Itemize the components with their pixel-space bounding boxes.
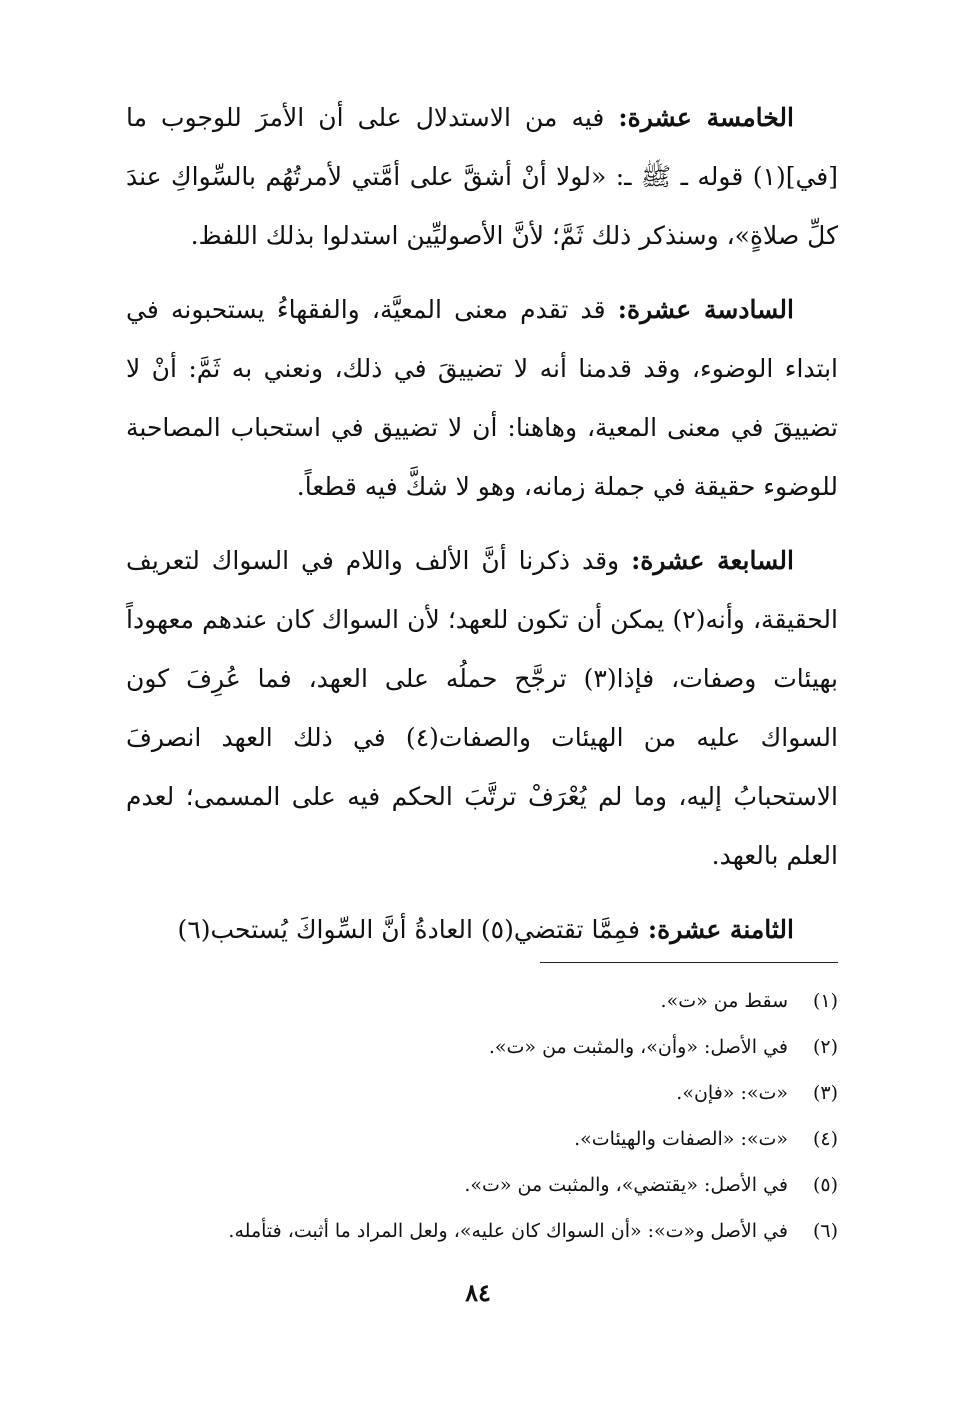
footnote-item [126,1116,838,1162]
footnote-item [126,978,838,1024]
paragraph-sixteenth [126,280,838,516]
footnote-item [126,1162,838,1208]
paragraph-body: فمِمَّا تقتضي(٥) العادةُ أنَّ السِّواكَ يُستحب(٦) [177,915,648,944]
paragraph-seventeenth [126,531,838,885]
footnote-number: (١) [812,990,838,1012]
paragraph-fifteenth [126,88,838,265]
paragraph-heading: السابعة عشرة: [631,546,794,575]
footnote-number: (٣) [812,1082,838,1104]
paragraph-heading: السادسة عشرة: [617,295,794,324]
footnote-item [126,1070,838,1116]
footnote-text: في الأصل و«ت»: «أن السواك كان عليه»، ولعل المراد ما أثبت، فتأمله. [228,1220,788,1242]
footnote-number: (٦) [812,1220,838,1242]
main-text [126,88,838,974]
footnote-divider [540,962,838,963]
paragraph-body: قد تقدم معنى المعيَّة، والفقهاءُ يستحبونه في ابتداء الوضوء، وقد قدمنا أنه لا تضييقَ في ذلك، ونعني به ثَمَّ: أنْ لا تضييقَ في معنى المعية، وهاهنا: أن لا تضييق في استحباب المصاحبة للوضوء حقيقة في جملة زمانه، وهو لا شكَّ فيه قطعاً. [126,295,838,501]
page-number: ٨٤ [465,1278,491,1307]
footnote-text: في الأصل: «وأن»، والمثبت من «ت». [488,1036,788,1058]
footnote-text: سقط من «ت». [660,990,788,1012]
footnote-number: (٢) [812,1036,838,1058]
footnotes [126,978,838,1254]
paragraph-heading: الثامنة عشرة: [647,915,794,944]
footnote-text: في الأصل: «يقتضي»، والمثبت من «ت». [464,1174,788,1196]
footnote-number: (٥) [812,1174,838,1196]
footnote-text: «ت»: «الصفات والهيئات». [574,1128,788,1150]
footnote-number: (٤) [812,1128,838,1150]
footnote-item [126,1208,838,1254]
paragraph-heading: الخامسة عشرة: [618,103,794,132]
paragraph-body: فيه من الاستدلال على أن الأمرَ للوجوب ما [في](١) قوله ـ ﷺ ـ: «لولا أنْ أشقَّ على أمَّتي لأمرتُهُم بالسِّواكِ عندَ كلِّ صلاةٍ»، وسنذكر ذلك ثَمَّ؛ لأنَّ الأصوليِّين استدلوا بذلك اللفظ. [126,103,838,250]
paragraph-body: وقد ذكرنا أنَّ الألف واللام في السواك لتعريف الحقيقة، وأنه(٢) يمكن أن تكون للعهد؛ لأن السواك كان عندهم معهوداً بهيئات وصفات، فإذا(٣) ترجَّح حملُه على العهد، فما عُرِفَ كون السواك عليه من الهيئات والصفات(٤) في ذلك العهد انصرفَ الاستحبابُ إليه، وما لم يُعْرَفْ ترتَّبَ الحكم فيه على المسمى؛ لعدم العلم بالعهد. [126,546,838,870]
footnote-text: «ت»: «فإن». [676,1082,788,1104]
footnote-item [126,1024,838,1070]
paragraph-eighteenth [126,900,838,959]
